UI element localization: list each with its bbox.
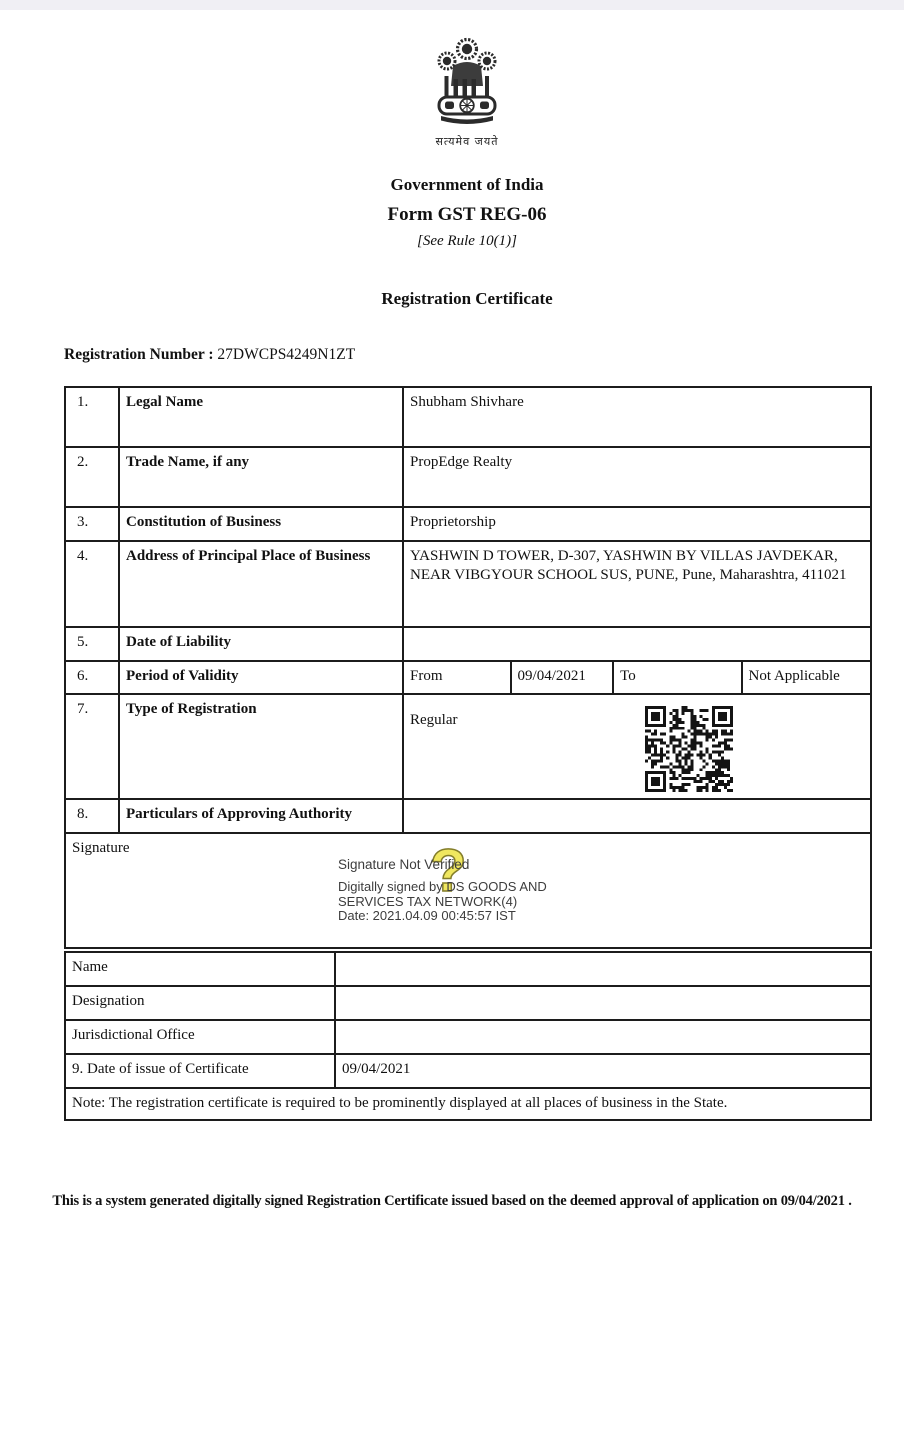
table-row-type-of-registration <box>65 694 871 799</box>
signature-cell <box>65 833 871 948</box>
row-label: Legal Name <box>119 387 403 447</box>
row-value: 09/04/2021 <box>335 1054 871 1088</box>
certificate-document <box>64 36 870 1121</box>
table-row-period-of-validity <box>65 661 871 694</box>
signature-row <box>65 833 871 948</box>
table-row <box>65 1020 871 1054</box>
row-value <box>335 952 871 986</box>
stamp-signer-line: SERVICES TAX NETWORK(4) <box>338 893 518 909</box>
row-number: 1. <box>65 387 119 447</box>
registration-number-value: 27DWCPS4249N1ZT <box>217 346 356 363</box>
row-value <box>403 799 871 833</box>
validity-cells <box>403 661 871 694</box>
row-value: PropEdge Realty <box>403 447 871 507</box>
row-value <box>403 694 871 799</box>
system-generated-footer: This is a system generated digitally signed Registration Certificate issued based on the deemed approval of application on 09/04/2021 . <box>52 1193 852 1209</box>
row-label: Period of Validity <box>119 661 403 694</box>
row-number: 5. <box>65 627 119 661</box>
certificate-header <box>64 36 870 309</box>
row-value: Proprietorship <box>403 507 871 541</box>
validity-to-value: Not Applicable <box>741 662 870 693</box>
validity-to-label: To <box>612 662 740 693</box>
stamp-date-line: Date: 2021.04.09 00:45:57 IST <box>338 908 516 923</box>
row-label: Particulars of Approving Authority <box>119 799 403 833</box>
table-row <box>65 799 871 833</box>
table-row <box>65 627 871 661</box>
row-label: Jurisdictional Office <box>65 1020 335 1054</box>
row-label: Date of Liability <box>119 627 403 661</box>
row-value <box>335 986 871 1020</box>
note-text: Note: The registration certificate is required to be prominently displayed at all places of business in the State. <box>65 1088 871 1120</box>
signature-question-mark-icon: ? <box>430 837 467 904</box>
validity-from-label: From <box>410 668 443 684</box>
authority-table <box>64 951 872 1121</box>
row-value <box>403 627 871 661</box>
india-state-emblem-icon <box>434 115 500 132</box>
row-label: Name <box>65 952 335 986</box>
table-row <box>65 541 871 627</box>
emblem-block <box>64 36 870 149</box>
row-number: 3. <box>65 507 119 541</box>
registration-number-label: Registration Number : <box>64 346 214 363</box>
note-row <box>65 1088 871 1120</box>
row-number: 2. <box>65 447 119 507</box>
row-number: 4. <box>65 541 119 627</box>
window-top-bar <box>0 0 904 10</box>
rule-reference: [See Rule 10(1)] <box>417 233 517 249</box>
validity-from-value: 09/04/2021 <box>510 662 613 693</box>
qr-code <box>645 706 733 792</box>
table-row <box>65 986 871 1020</box>
row-number: 6. <box>65 661 119 694</box>
digital-signature-stamp <box>338 837 598 924</box>
form-title: Form GST REG-06 <box>387 204 547 225</box>
signature-label: Signature <box>72 840 130 856</box>
row-value: Shubham Shivhare <box>403 387 871 447</box>
registration-number-line <box>64 346 870 364</box>
table-row <box>65 447 871 507</box>
table-row <box>65 507 871 541</box>
row-value: YASHWIN D TOWER, D-307, YASHWIN BY VILLAS JAVDEKAR, NEAR VIBGYOUR SCHOOL SUS, PUNE, Pune, Maharashtra, 411021 <box>403 541 871 627</box>
main-details-table <box>64 386 872 949</box>
certificate-title: Registration Certificate <box>381 289 553 308</box>
table-row <box>65 952 871 986</box>
row-label: Type of Registration <box>119 694 403 799</box>
table-row-date-of-issue <box>65 1054 871 1088</box>
table-row <box>65 387 871 447</box>
row-number: 7. <box>65 694 119 799</box>
row-label: Address of Principal Place of Business <box>119 541 403 627</box>
row-label: Trade Name, if any <box>119 447 403 507</box>
stamp-status-line: Signature Not Verified <box>338 857 470 872</box>
row-label: Constitution of Business <box>119 507 403 541</box>
government-title: Government of India <box>390 175 544 194</box>
stamp-signer-line: Digitally signed by DS GOODS AND <box>338 879 547 894</box>
row-label: 9. Date of issue of Certificate <box>65 1054 335 1088</box>
registration-type-value: Regular <box>410 712 458 728</box>
emblem-caption: सत्यमेव जयते <box>435 135 499 148</box>
row-value <box>335 1020 871 1054</box>
row-label: Designation <box>65 986 335 1020</box>
row-number: 8. <box>65 799 119 833</box>
